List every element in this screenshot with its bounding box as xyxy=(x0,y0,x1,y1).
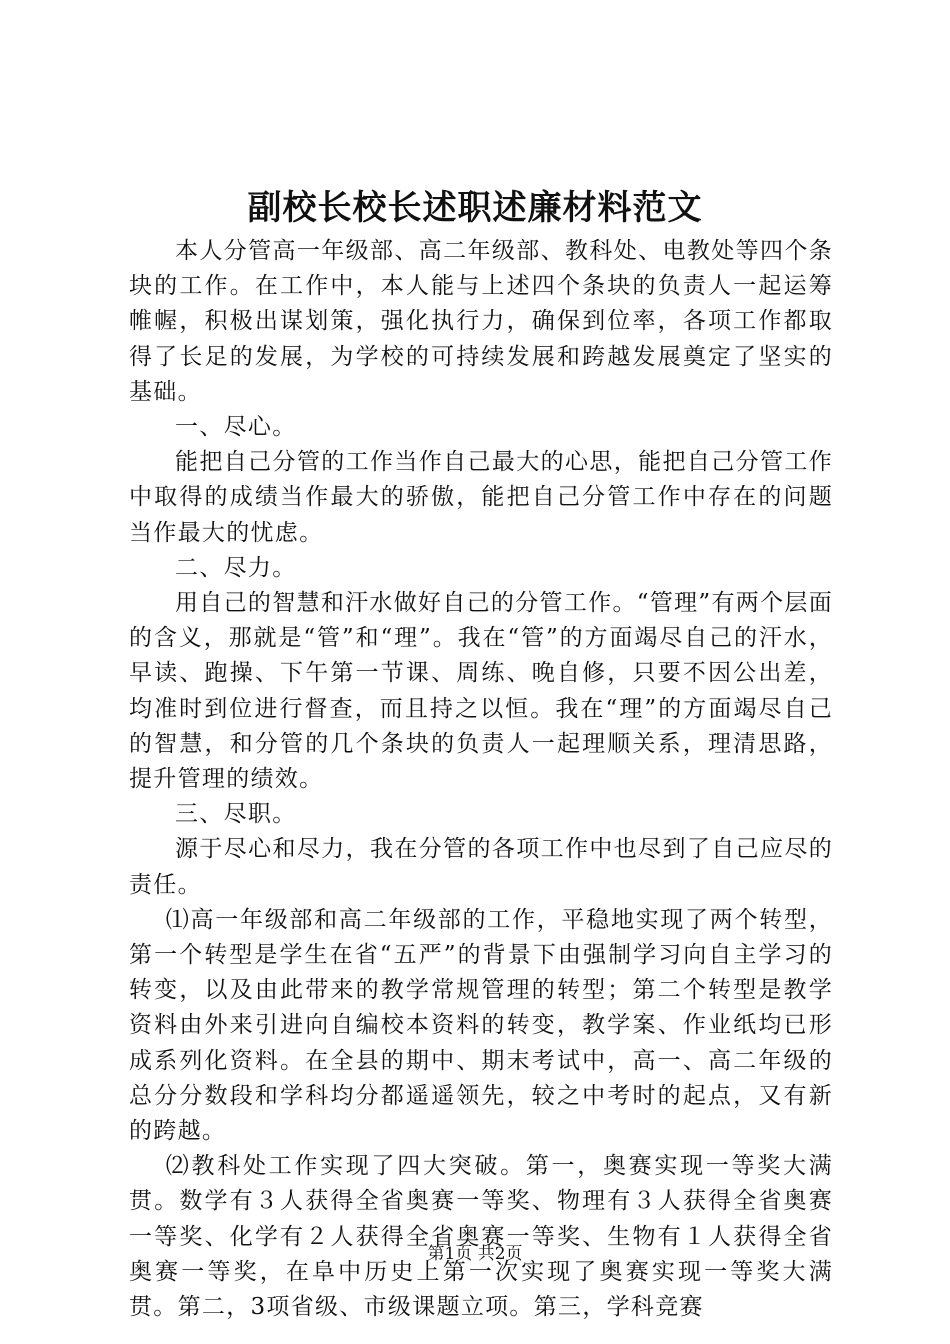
paragraph-item-2: ⑵教科处工作实现了四大突破。第一，奥赛实现一等奖大满贯。数学有３人获得全省奥赛一等奖、物理有３人获得全省奥赛一等奖、化学有２人获得全省奥赛一等奖、生物有１人获得全省奥赛一等奖，在阜中历史上第一次实现了奥赛实现一等奖大满贯。第二，3项省级、市级课题立项。第三，学科竞赛 xyxy=(129,1153,833,1321)
paragraph-section-3: 源于尽心和尽力，我在分管的各项工作中也尽到了自己应尽的责任。 xyxy=(129,836,833,898)
heading-section-2: 二、尽力。 xyxy=(175,554,297,581)
document-title: 副校长校长述职述廉材料范文 xyxy=(247,188,703,228)
heading-section-3: 三、尽职。 xyxy=(175,801,297,828)
page-footer: 第1页 共2页 xyxy=(427,1244,523,1264)
heading-section-1: 一、尽心。 xyxy=(175,414,297,441)
document-body xyxy=(129,234,833,1325)
paragraph-item-1: ⑴高一年级部和高二年级部的工作，平稳地实现了两个转型，第一个转型是学生在省“五严”的背景下由强制学习向自主学习的转变，以及由此带来的教学常规管理的转型；第二个转型是教学资料由外来引进向自编校本资料的转变，教学案、作业纸均已形成系列化资料。在全县的期中、期末考试中，高一、高二年级的总分分数段和学科均分都遥遥领先，较之中考时的起点，又有新的跨越。 xyxy=(129,906,833,1145)
paragraph-section-1: 能把自己分管的工作当作自己最大的心思，能把自己分管工作中取得的成绩当作最大的骄傲，能把自己分管工作中存在的问题当作最大的忧虑。 xyxy=(129,449,833,546)
paragraph-intro: 本人分管高一年级部、高二年级部、教科处、电教处等四个条块的工作。在工作中，本人能与上述四个条块的负责人一起运筹帷幄，积极出谋划策，强化执行力，确保到位率，各项工作都取得了长足的发展，为学校的可持续发展和跨越发展奠定了坚实的基础。 xyxy=(129,238,833,405)
paragraph-section-2: 用自己的智慧和汗水做好自己的分管工作。“管理”有两个层面的含义，那就是“管”和“理”。我在“管”的方面竭尽自己的汗水，早读、跑操、下午第一节课、周练、晚自修，只要不因公出差，均准时到位进行督查，而且持之以恒。我在“理”的方面竭尽自己的智慧，和分管的几个条块的负责人一起理顺关系，理清思路，提升管理的绩效。 xyxy=(129,590,833,793)
